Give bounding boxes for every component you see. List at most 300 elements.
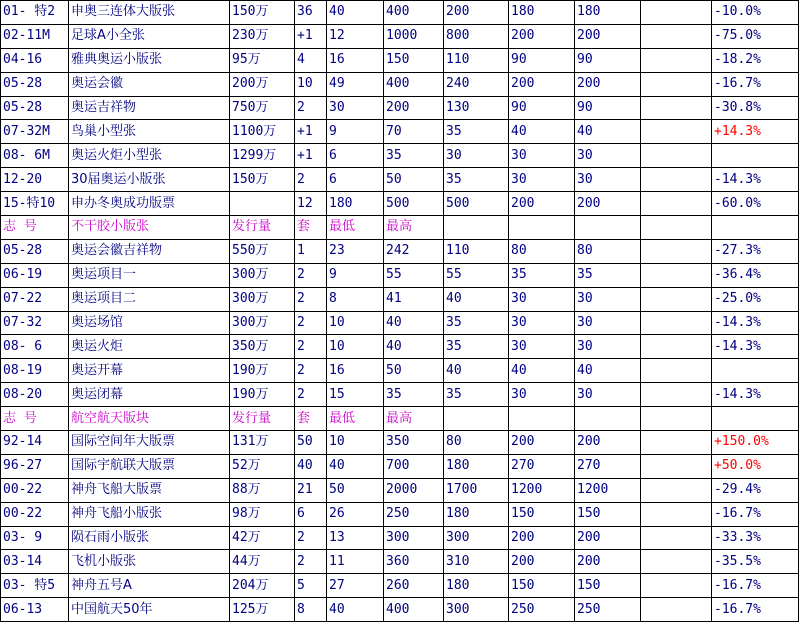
cell-price-3[interactable]: 200 bbox=[575, 550, 641, 574]
cell-low-price[interactable]: 10 bbox=[327, 311, 384, 335]
cell-stamp-name[interactable]: 奥运场馆 bbox=[69, 311, 230, 335]
cell-price-2[interactable]: 270 bbox=[509, 454, 575, 478]
cell-stamp-name[interactable]: 申办冬奥成功版票 bbox=[69, 192, 230, 216]
cell-empty[interactable] bbox=[641, 1, 712, 25]
table-row bbox=[1, 48, 799, 72]
cell-stamp-id[interactable]: 03- 9 bbox=[1, 526, 69, 550]
cell-high-price[interactable]: 最高 bbox=[384, 407, 444, 431]
cell-sets[interactable]: 1 bbox=[295, 239, 327, 263]
cell-high-price[interactable]: 1000 bbox=[384, 24, 444, 48]
cell-low-price[interactable]: 15 bbox=[327, 383, 384, 407]
cell-issue-volume[interactable]: 88万 bbox=[230, 478, 295, 502]
cell-change-percent[interactable]: -29.4% bbox=[712, 478, 799, 502]
cell-stamp-name[interactable]: 国际宇航联大版票 bbox=[69, 454, 230, 478]
cell-empty[interactable] bbox=[641, 48, 712, 72]
cell-change-percent[interactable]: +14.3% bbox=[712, 120, 799, 144]
cell-empty[interactable] bbox=[641, 168, 712, 192]
cell-sets[interactable]: 2 bbox=[295, 526, 327, 550]
cell-stamp-id[interactable]: 03- 特5 bbox=[1, 574, 69, 598]
cell-price-1[interactable]: 500 bbox=[444, 192, 509, 216]
cell-price-3[interactable]: 200 bbox=[575, 24, 641, 48]
cell-low-price[interactable]: 13 bbox=[327, 526, 384, 550]
cell-sets[interactable]: 2 bbox=[295, 96, 327, 120]
cell-high-price[interactable]: 2000 bbox=[384, 478, 444, 502]
cell-stamp-id[interactable]: 05-28 bbox=[1, 239, 69, 263]
cell-empty[interactable] bbox=[641, 407, 712, 431]
cell-price-3[interactable]: 40 bbox=[575, 120, 641, 144]
cell-issue-volume[interactable]: 发行量 bbox=[230, 407, 295, 431]
cell-stamp-id[interactable]: 96-27 bbox=[1, 454, 69, 478]
table-row bbox=[1, 526, 799, 550]
cell-empty[interactable] bbox=[641, 431, 712, 455]
cell-stamp-id[interactable]: 92-14 bbox=[1, 431, 69, 455]
cell-price-3[interactable]: 40 bbox=[575, 359, 641, 383]
cell-issue-volume[interactable]: 230万 bbox=[230, 24, 295, 48]
cell-price-2[interactable]: 30 bbox=[509, 168, 575, 192]
cell-issue-volume[interactable]: 42万 bbox=[230, 526, 295, 550]
cell-empty[interactable] bbox=[641, 144, 712, 168]
cell-high-price[interactable]: 500 bbox=[384, 192, 444, 216]
cell-sets[interactable]: +1 bbox=[295, 24, 327, 48]
cell-price-3[interactable]: 200 bbox=[575, 72, 641, 96]
cell-low-price[interactable]: 9 bbox=[327, 263, 384, 287]
cell-price-1[interactable]: 110 bbox=[444, 48, 509, 72]
cell-sets[interactable]: 40 bbox=[295, 454, 327, 478]
cell-change-percent[interactable] bbox=[712, 144, 799, 168]
cell-sets[interactable]: 套 bbox=[295, 407, 327, 431]
cell-low-price[interactable]: 9 bbox=[327, 120, 384, 144]
cell-low-price[interactable]: 180 bbox=[327, 192, 384, 216]
cell-high-price[interactable]: 41 bbox=[384, 287, 444, 311]
cell-high-price[interactable]: 35 bbox=[384, 144, 444, 168]
cell-price-2[interactable]: 35 bbox=[509, 263, 575, 287]
cell-issue-volume[interactable]: 1299万 bbox=[230, 144, 295, 168]
cell-price-2[interactable]: 30 bbox=[509, 311, 575, 335]
cell-issue-volume[interactable]: 95万 bbox=[230, 48, 295, 72]
cell-change-percent[interactable]: +150.0% bbox=[712, 431, 799, 455]
cell-low-price[interactable]: 6 bbox=[327, 144, 384, 168]
cell-empty[interactable] bbox=[641, 502, 712, 526]
cell-change-percent[interactable]: -18.2% bbox=[712, 48, 799, 72]
cell-stamp-name[interactable]: 国际空间年大版票 bbox=[69, 431, 230, 455]
cell-price-2[interactable]: 200 bbox=[509, 72, 575, 96]
cell-change-percent[interactable] bbox=[712, 407, 799, 431]
cell-stamp-name[interactable]: 足球A小全张 bbox=[69, 24, 230, 48]
cell-empty[interactable] bbox=[641, 72, 712, 96]
cell-price-2[interactable]: 30 bbox=[509, 383, 575, 407]
table-row bbox=[1, 72, 799, 96]
cell-sets[interactable]: 10 bbox=[295, 72, 327, 96]
cell-sets[interactable]: 6 bbox=[295, 502, 327, 526]
cell-high-price[interactable]: 最高 bbox=[384, 216, 444, 240]
cell-price-1[interactable]: 80 bbox=[444, 431, 509, 455]
cell-empty[interactable] bbox=[641, 287, 712, 311]
cell-price-1[interactable]: 30 bbox=[444, 144, 509, 168]
cell-price-1[interactable]: 35 bbox=[444, 383, 509, 407]
cell-sets[interactable]: 2 bbox=[295, 335, 327, 359]
cell-stamp-id[interactable]: 12-20 bbox=[1, 168, 69, 192]
cell-stamp-name[interactable]: 神舟飞船大版票 bbox=[69, 478, 230, 502]
cell-sets[interactable]: 12 bbox=[295, 192, 327, 216]
cell-price-1[interactable]: 55 bbox=[444, 263, 509, 287]
cell-stamp-name[interactable]: 雅典奥运小版张 bbox=[69, 48, 230, 72]
cell-price-3[interactable]: 180 bbox=[575, 1, 641, 25]
cell-stamp-id[interactable]: 志 号 bbox=[1, 407, 69, 431]
cell-change-percent[interactable]: -35.5% bbox=[712, 550, 799, 574]
cell-low-price[interactable]: 26 bbox=[327, 502, 384, 526]
cell-stamp-id[interactable]: 00-22 bbox=[1, 478, 69, 502]
cell-price-2[interactable]: 200 bbox=[509, 550, 575, 574]
cell-empty[interactable] bbox=[641, 454, 712, 478]
cell-price-3[interactable]: 90 bbox=[575, 96, 641, 120]
cell-issue-volume[interactable]: 550万 bbox=[230, 239, 295, 263]
cell-change-percent[interactable]: +50.0% bbox=[712, 454, 799, 478]
cell-price-2[interactable]: 80 bbox=[509, 239, 575, 263]
cell-price-1[interactable]: 35 bbox=[444, 120, 509, 144]
cell-issue-volume[interactable]: 98万 bbox=[230, 502, 295, 526]
cell-price-1[interactable]: 35 bbox=[444, 311, 509, 335]
cell-empty[interactable] bbox=[641, 192, 712, 216]
cell-stamp-name[interactable]: 奥运火炬 bbox=[69, 335, 230, 359]
cell-sets[interactable]: 5 bbox=[295, 574, 327, 598]
cell-price-1[interactable]: 35 bbox=[444, 335, 509, 359]
cell-stamp-id[interactable]: 03-14 bbox=[1, 550, 69, 574]
cell-change-percent[interactable]: -75.0% bbox=[712, 24, 799, 48]
cell-price-2[interactable]: 200 bbox=[509, 24, 575, 48]
cell-low-price[interactable]: 最低 bbox=[327, 407, 384, 431]
cell-empty[interactable] bbox=[641, 335, 712, 359]
cell-low-price[interactable]: 23 bbox=[327, 239, 384, 263]
cell-stamp-id[interactable]: 05-28 bbox=[1, 72, 69, 96]
cell-issue-volume[interactable]: 350万 bbox=[230, 335, 295, 359]
cell-empty[interactable] bbox=[641, 216, 712, 240]
cell-sets[interactable]: 21 bbox=[295, 478, 327, 502]
cell-change-percent[interactable] bbox=[712, 359, 799, 383]
cell-low-price[interactable]: 6 bbox=[327, 168, 384, 192]
cell-sets[interactable]: 2 bbox=[295, 383, 327, 407]
cell-high-price[interactable]: 360 bbox=[384, 550, 444, 574]
cell-high-price[interactable]: 300 bbox=[384, 526, 444, 550]
cell-high-price[interactable]: 350 bbox=[384, 431, 444, 455]
cell-empty[interactable] bbox=[641, 550, 712, 574]
cell-stamp-id[interactable]: 08- 6M bbox=[1, 144, 69, 168]
cell-price-3[interactable]: 1200 bbox=[575, 478, 641, 502]
cell-price-2[interactable]: 250 bbox=[509, 598, 575, 622]
cell-issue-volume[interactable]: 125万 bbox=[230, 598, 295, 622]
cell-low-price[interactable]: 10 bbox=[327, 431, 384, 455]
cell-change-percent[interactable]: -16.7% bbox=[712, 598, 799, 622]
cell-price-2[interactable] bbox=[509, 216, 575, 240]
cell-high-price[interactable]: 40 bbox=[384, 311, 444, 335]
cell-empty[interactable] bbox=[641, 120, 712, 144]
cell-price-1[interactable]: 240 bbox=[444, 72, 509, 96]
cell-stamp-name[interactable]: 奥运开幕 bbox=[69, 359, 230, 383]
cell-issue-volume[interactable]: 150万 bbox=[230, 1, 295, 25]
cell-stamp-name[interactable]: 陨石雨小版张 bbox=[69, 526, 230, 550]
cell-price-3[interactable]: 30 bbox=[575, 311, 641, 335]
cell-issue-volume[interactable]: 200万 bbox=[230, 72, 295, 96]
cell-high-price[interactable]: 242 bbox=[384, 239, 444, 263]
cell-stamp-id[interactable]: 00-22 bbox=[1, 502, 69, 526]
cell-price-3[interactable]: 30 bbox=[575, 168, 641, 192]
cell-empty[interactable] bbox=[641, 359, 712, 383]
cell-sets[interactable]: 50 bbox=[295, 431, 327, 455]
cell-sets[interactable]: 2 bbox=[295, 311, 327, 335]
cell-sets[interactable]: +1 bbox=[295, 120, 327, 144]
cell-change-percent[interactable]: -33.3% bbox=[712, 526, 799, 550]
cell-low-price[interactable]: 11 bbox=[327, 550, 384, 574]
cell-high-price[interactable]: 250 bbox=[384, 502, 444, 526]
cell-price-2[interactable]: 30 bbox=[509, 287, 575, 311]
cell-stamp-id[interactable]: 15-特10 bbox=[1, 192, 69, 216]
cell-price-2[interactable]: 200 bbox=[509, 431, 575, 455]
cell-issue-volume[interactable]: 190万 bbox=[230, 359, 295, 383]
cell-price-2[interactable]: 1200 bbox=[509, 478, 575, 502]
cell-high-price[interactable]: 70 bbox=[384, 120, 444, 144]
cell-stamp-name[interactable]: 申奥三连体大版张 bbox=[69, 1, 230, 25]
cell-price-3[interactable]: 250 bbox=[575, 598, 641, 622]
cell-price-3[interactable]: 150 bbox=[575, 574, 641, 598]
cell-change-percent[interactable]: -10.0% bbox=[712, 1, 799, 25]
cell-price-2[interactable]: 150 bbox=[509, 502, 575, 526]
cell-issue-volume[interactable]: 204万 bbox=[230, 574, 295, 598]
cell-price-3[interactable]: 30 bbox=[575, 144, 641, 168]
cell-stamp-id[interactable]: 07-32M bbox=[1, 120, 69, 144]
table-row bbox=[1, 168, 799, 192]
cell-price-1[interactable]: 180 bbox=[444, 574, 509, 598]
cell-stamp-name[interactable]: 奥运火炬小型张 bbox=[69, 144, 230, 168]
cell-sets[interactable]: 4 bbox=[295, 48, 327, 72]
table-row bbox=[1, 192, 799, 216]
cell-empty[interactable] bbox=[641, 239, 712, 263]
cell-price-1[interactable]: 180 bbox=[444, 454, 509, 478]
cell-stamp-name[interactable]: 鸟巢小型张 bbox=[69, 120, 230, 144]
cell-stamp-id[interactable]: 01- 特2 bbox=[1, 1, 69, 25]
cell-issue-volume[interactable]: 150万 bbox=[230, 168, 295, 192]
cell-price-3[interactable]: 35 bbox=[575, 263, 641, 287]
cell-issue-volume[interactable]: 131万 bbox=[230, 431, 295, 455]
cell-sets[interactable]: 2 bbox=[295, 550, 327, 574]
table-row bbox=[1, 431, 799, 455]
cell-low-price[interactable]: 40 bbox=[327, 454, 384, 478]
cell-stamp-name[interactable]: 30届奥运小版张 bbox=[69, 168, 230, 192]
cell-sets[interactable]: 2 bbox=[295, 359, 327, 383]
cell-price-3[interactable]: 80 bbox=[575, 239, 641, 263]
cell-stamp-name[interactable]: 中国航天50年 bbox=[69, 598, 230, 622]
cell-change-percent[interactable]: -16.7% bbox=[712, 574, 799, 598]
cell-change-percent[interactable]: -25.0% bbox=[712, 287, 799, 311]
cell-high-price[interactable]: 40 bbox=[384, 335, 444, 359]
cell-low-price[interactable]: 50 bbox=[327, 478, 384, 502]
cell-price-3[interactable]: 150 bbox=[575, 502, 641, 526]
table-row bbox=[1, 239, 799, 263]
cell-empty[interactable] bbox=[641, 478, 712, 502]
cell-price-1[interactable] bbox=[444, 407, 509, 431]
cell-change-percent[interactable]: -30.8% bbox=[712, 96, 799, 120]
cell-issue-volume[interactable]: 300万 bbox=[230, 263, 295, 287]
cell-empty[interactable] bbox=[641, 263, 712, 287]
cell-price-2[interactable]: 200 bbox=[509, 526, 575, 550]
section-header-row bbox=[1, 407, 799, 431]
cell-sets[interactable]: 2 bbox=[295, 168, 327, 192]
cell-issue-volume[interactable]: 1100万 bbox=[230, 120, 295, 144]
cell-change-percent[interactable]: -14.3% bbox=[712, 311, 799, 335]
cell-stamp-name[interactable]: 奥运会徽 bbox=[69, 72, 230, 96]
cell-empty[interactable] bbox=[641, 598, 712, 622]
cell-high-price[interactable]: 35 bbox=[384, 383, 444, 407]
cell-price-3[interactable]: 90 bbox=[575, 48, 641, 72]
cell-stamp-name[interactable]: 神舟飞船小版张 bbox=[69, 502, 230, 526]
cell-low-price[interactable]: 16 bbox=[327, 48, 384, 72]
cell-stamp-id[interactable]: 06-19 bbox=[1, 263, 69, 287]
cell-empty[interactable] bbox=[641, 24, 712, 48]
cell-issue-volume[interactable]: 300万 bbox=[230, 311, 295, 335]
cell-stamp-id[interactable]: 05-28 bbox=[1, 96, 69, 120]
cell-empty[interactable] bbox=[641, 574, 712, 598]
cell-price-1[interactable]: 180 bbox=[444, 502, 509, 526]
cell-price-1[interactable]: 40 bbox=[444, 359, 509, 383]
cell-change-percent[interactable]: -14.3% bbox=[712, 335, 799, 359]
cell-change-percent[interactable]: -36.4% bbox=[712, 263, 799, 287]
cell-price-3[interactable]: 30 bbox=[575, 335, 641, 359]
cell-stamp-id[interactable]: 志 号 bbox=[1, 216, 69, 240]
cell-stamp-name[interactable]: 航空航天版块 bbox=[69, 407, 230, 431]
cell-price-3[interactable] bbox=[575, 407, 641, 431]
cell-empty[interactable] bbox=[641, 383, 712, 407]
cell-high-price[interactable]: 260 bbox=[384, 574, 444, 598]
cell-price-1[interactable]: 130 bbox=[444, 96, 509, 120]
cell-sets[interactable]: 8 bbox=[295, 598, 327, 622]
cell-issue-volume[interactable]: 发行量 bbox=[230, 216, 295, 240]
cell-sets[interactable]: 2 bbox=[295, 287, 327, 311]
cell-price-3[interactable] bbox=[575, 216, 641, 240]
cell-price-1[interactable]: 310 bbox=[444, 550, 509, 574]
cell-stamp-id[interactable]: 02-11M bbox=[1, 24, 69, 48]
cell-change-percent[interactable]: -16.7% bbox=[712, 502, 799, 526]
cell-empty[interactable] bbox=[641, 526, 712, 550]
table-row bbox=[1, 120, 799, 144]
cell-high-price[interactable]: 50 bbox=[384, 168, 444, 192]
cell-stamp-id[interactable]: 08- 6 bbox=[1, 335, 69, 359]
cell-stamp-id[interactable]: 08-19 bbox=[1, 359, 69, 383]
cell-price-3[interactable]: 200 bbox=[575, 192, 641, 216]
cell-low-price[interactable]: 30 bbox=[327, 96, 384, 120]
cell-price-1[interactable]: 35 bbox=[444, 168, 509, 192]
cell-stamp-name[interactable]: 飞机小版张 bbox=[69, 550, 230, 574]
cell-change-percent[interactable]: -14.3% bbox=[712, 383, 799, 407]
cell-sets[interactable]: 36 bbox=[295, 1, 327, 25]
cell-stamp-id[interactable]: 07-32 bbox=[1, 311, 69, 335]
cell-price-2[interactable]: 150 bbox=[509, 574, 575, 598]
cell-price-2[interactable]: 90 bbox=[509, 48, 575, 72]
table-row bbox=[1, 144, 799, 168]
cell-stamp-name[interactable]: 奥运项目一 bbox=[69, 263, 230, 287]
cell-sets[interactable]: +1 bbox=[295, 144, 327, 168]
cell-price-1[interactable]: 200 bbox=[444, 1, 509, 25]
cell-price-2[interactable]: 30 bbox=[509, 144, 575, 168]
cell-price-3[interactable]: 200 bbox=[575, 526, 641, 550]
cell-price-2[interactable]: 40 bbox=[509, 120, 575, 144]
cell-change-percent[interactable]: -14.3% bbox=[712, 168, 799, 192]
cell-stamp-id[interactable]: 04-16 bbox=[1, 48, 69, 72]
cell-price-3[interactable]: 270 bbox=[575, 454, 641, 478]
table-row bbox=[1, 96, 799, 120]
cell-low-price[interactable]: 8 bbox=[327, 287, 384, 311]
cell-change-percent[interactable] bbox=[712, 216, 799, 240]
cell-low-price[interactable]: 10 bbox=[327, 335, 384, 359]
table-row bbox=[1, 1, 799, 25]
cell-price-1[interactable]: 300 bbox=[444, 598, 509, 622]
cell-stamp-name[interactable]: 不干胶小版张 bbox=[69, 216, 230, 240]
cell-change-percent[interactable]: -27.3% bbox=[712, 239, 799, 263]
cell-price-1[interactable]: 300 bbox=[444, 526, 509, 550]
cell-stamp-id[interactable]: 06-13 bbox=[1, 598, 69, 622]
cell-sets[interactable]: 2 bbox=[295, 263, 327, 287]
cell-high-price[interactable]: 50 bbox=[384, 359, 444, 383]
cell-high-price[interactable]: 400 bbox=[384, 1, 444, 25]
cell-low-price[interactable]: 40 bbox=[327, 598, 384, 622]
cell-price-3[interactable]: 30 bbox=[575, 383, 641, 407]
cell-high-price[interactable]: 200 bbox=[384, 96, 444, 120]
cell-stamp-name[interactable]: 奥运闭幕 bbox=[69, 383, 230, 407]
cell-stamp-id[interactable]: 08-20 bbox=[1, 383, 69, 407]
cell-stamp-name[interactable]: 奥运吉祥物 bbox=[69, 96, 230, 120]
cell-price-1[interactable]: 40 bbox=[444, 287, 509, 311]
cell-low-price[interactable]: 27 bbox=[327, 574, 384, 598]
cell-price-2[interactable] bbox=[509, 407, 575, 431]
cell-price-3[interactable]: 200 bbox=[575, 431, 641, 455]
cell-low-price[interactable]: 16 bbox=[327, 359, 384, 383]
cell-low-price[interactable]: 12 bbox=[327, 24, 384, 48]
cell-issue-volume[interactable] bbox=[230, 192, 295, 216]
cell-price-2[interactable]: 30 bbox=[509, 335, 575, 359]
cell-change-percent[interactable]: -60.0% bbox=[712, 192, 799, 216]
section-header-row bbox=[1, 216, 799, 240]
cell-price-2[interactable]: 200 bbox=[509, 192, 575, 216]
cell-empty[interactable] bbox=[641, 96, 712, 120]
cell-low-price[interactable]: 40 bbox=[327, 1, 384, 25]
cell-price-2[interactable]: 180 bbox=[509, 1, 575, 25]
cell-high-price[interactable]: 55 bbox=[384, 263, 444, 287]
cell-price-2[interactable]: 40 bbox=[509, 359, 575, 383]
cell-issue-volume[interactable]: 750万 bbox=[230, 96, 295, 120]
cell-high-price[interactable]: 400 bbox=[384, 72, 444, 96]
cell-stamp-name[interactable]: 奥运项目二 bbox=[69, 287, 230, 311]
cell-issue-volume[interactable]: 44万 bbox=[230, 550, 295, 574]
cell-issue-volume[interactable]: 300万 bbox=[230, 287, 295, 311]
cell-change-percent[interactable]: -16.7% bbox=[712, 72, 799, 96]
cell-price-2[interactable]: 90 bbox=[509, 96, 575, 120]
cell-issue-volume[interactable]: 190万 bbox=[230, 383, 295, 407]
cell-sets[interactable]: 套 bbox=[295, 216, 327, 240]
cell-price-1[interactable] bbox=[444, 216, 509, 240]
cell-price-1[interactable]: 1700 bbox=[444, 478, 509, 502]
cell-stamp-name[interactable]: 奥运会徽吉祥物 bbox=[69, 239, 230, 263]
table-row bbox=[1, 454, 799, 478]
cell-high-price[interactable]: 150 bbox=[384, 48, 444, 72]
cell-low-price[interactable]: 49 bbox=[327, 72, 384, 96]
cell-high-price[interactable]: 700 bbox=[384, 454, 444, 478]
cell-issue-volume[interactable]: 52万 bbox=[230, 454, 295, 478]
cell-stamp-name[interactable]: 神舟五号A bbox=[69, 574, 230, 598]
cell-stamp-id[interactable]: 07-22 bbox=[1, 287, 69, 311]
cell-price-1[interactable]: 110 bbox=[444, 239, 509, 263]
cell-empty[interactable] bbox=[641, 311, 712, 335]
cell-high-price[interactable]: 400 bbox=[384, 598, 444, 622]
cell-price-1[interactable]: 800 bbox=[444, 24, 509, 48]
cell-low-price[interactable]: 最低 bbox=[327, 216, 384, 240]
cell-price-3[interactable]: 30 bbox=[575, 287, 641, 311]
